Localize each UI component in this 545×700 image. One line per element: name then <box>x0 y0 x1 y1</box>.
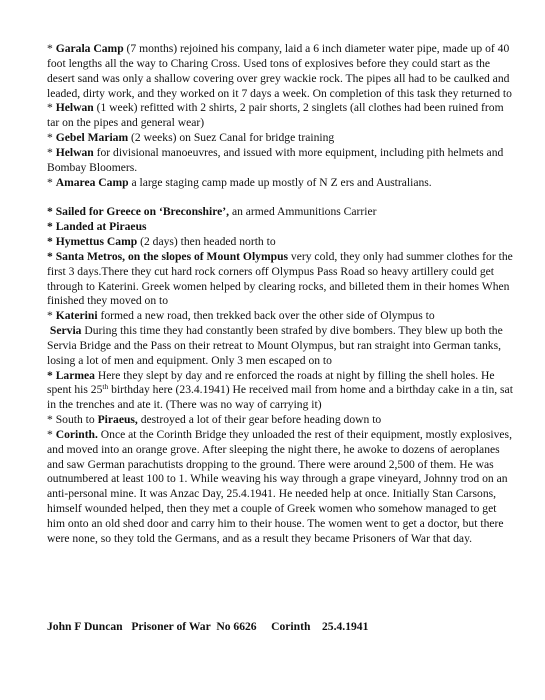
entry-text: (1 week) refitted with 2 shirts, 2 pair shorts, 2 singlets (all clothes had been ruined from tar on the pipes and general wear) <box>47 101 504 130</box>
entry-helwan-refit: * Helwan (1 week) refitted with 2 shirts, 2 pair shorts, 2 singlets (all clothes had been ruined from tar on the pipes and general wear) <box>47 101 504 130</box>
entry-text: (2 weeks) on Suez Canal for bridge training <box>128 131 335 145</box>
entry-place: Servia <box>49 324 82 338</box>
entry-place: Larmea <box>55 368 95 382</box>
entry-amarea-camp: * Amarea Camp a large staging camp made up mostly of N Z ers and Australians. <box>47 175 432 189</box>
entry-text: (2 days) then headed north to <box>137 234 276 248</box>
signature-status: Prisoner of War <box>131 620 211 633</box>
entry-text: very cold, they only had summer clothes for the first 3 days.There they cut hard rock corners off Olympus Pass Road so heavy artillery could get through to Katerini. Greek women helped by clearing rocks, and billeted them in their homes When finished they moved on to <box>47 249 513 308</box>
paragraph-gap <box>47 190 517 205</box>
entry-katerini: * Katerini formed a new road, then trekked back over the other side of Olympus to <box>47 309 435 323</box>
entry-garala-camp: * Garala Camp (7 months) rejoined his company, laid a 6 inch diameter water pipe, made up of 40 foot lengths all the way to Charing Cross. Used tons of explosives before they could start as the desert sand was only a shallow covering over grey wackie rock. The pipes all had to be caulked and leaded, dirty work, and they worked on it 7 days a week. On completion of this task they returned to <box>47 42 512 100</box>
entry-gebel-mariam: * Gebel Mariam (2 weeks) on Suez Canal for bridge training <box>47 131 335 145</box>
entry-text: a large staging camp made up mostly of N Z ers and Australians. <box>128 175 432 189</box>
entry-place: Hymettus Camp <box>55 234 138 248</box>
entry-text: birthday here (23.4.1941) He received mail from home and a birthday cake in a tin, sat in the trenches and ate it. (There was no way of carrying it) <box>47 383 513 412</box>
entry-sailed-greece: * Sailed for Greece on ‘Breconshire’, an armed Ammunitions Carrier <box>47 205 377 219</box>
entry-text: destroyed a lot of their gear before heading down to <box>137 413 382 427</box>
entry-place: Garala Camp <box>55 42 124 55</box>
signature-date: 25.4.1941 <box>322 620 369 633</box>
entry-larmea: * Larmea Here they slept by day and re enforced the roads at night by filling the shell holes. He spent his 25th birthday here (23.4.1941) He received mail from home and a birthday cake in a tin, sat in the trenches and ate it. (There was no way of carrying it) <box>47 368 513 412</box>
entry-text: for divisional manoeuvres, and issued with more equipment, including pith helmets and Bombay Bloomers. <box>47 145 504 174</box>
entry-hymettus-camp: * Hymettus Camp (2 days) then headed north to <box>47 234 276 248</box>
entry-prefix: South to <box>55 413 98 427</box>
entry-place: Amarea Camp <box>55 175 129 189</box>
ordinal-suffix: th <box>102 382 109 392</box>
entry-place: Sailed for Greece on ‘Breconshire’, <box>55 205 230 219</box>
signature-place: Corinth <box>271 620 311 633</box>
entry-text: Once at the Corinth Bridge they unloaded the rest of their equipment, mostly explosives, and moved into an orange grove. After sleeping the night there, he awoke to dozens of aeroplanes and saw German parachutists dropping to the ground. There were around 2,500 of them. He was outnumbered at least 100 to 1. While weaving his way through a grape vineyard, Johnny trod on an anti-personal mine. It was Anzac Day, 25.4.1941. He needed help at once. Initially Stan Carsons, himself wounded helped, then they met a couple of Greek women who somehow managed to get him onto an old shed door and carry him to their house. The women went to get a doctor, but there were none, so they told the Germans, and as a result they became Prisoners of War that day. <box>47 427 512 545</box>
document-body <box>47 42 517 547</box>
entry-santa-metros: * Santa Metros, on the slopes of Mount Olympus very cold, they only had summer clothes for the first 3 days.There they cut hard rock corners off Olympus Pass Road so heavy artillery could get through to Katerini. Greek women helped by clearing rocks, and billeted them in their homes When finished they moved on to <box>47 249 513 308</box>
signature-name: John F Duncan <box>47 620 123 633</box>
signature-line <box>47 620 368 633</box>
entry-place: Corinth. <box>55 427 98 441</box>
entry-place: Gebel Mariam <box>55 131 129 145</box>
entry-helwan-manoeuvres: * Helwan for divisional manoeuvres, and issued with more equipment, including pith helmets and Bombay Bloomers. <box>47 145 504 174</box>
entry-place: Katerini <box>55 309 98 323</box>
entry-place: Helwan <box>55 145 94 159</box>
entry-text: (7 months) rejoined his company, laid a 6 inch diameter water pipe, made up of 40 foot lengths all the way to Charing Cross. Used tons of explosives before they could start as the desert sand was only a shallow covering over grey wackie rock. The pipes all had to be caulked and leaded, dirty work, and they worked on it 7 days a week. On completion of this task they returned to <box>47 42 512 100</box>
entry-servia <box>47 324 517 369</box>
entry-text: Here they slept by day and re enforced the roads at night by filling the shell holes. He spent his 25 <box>47 368 495 397</box>
entry-text: an armed Ammunitions Carrier <box>229 205 377 219</box>
entry-place: Santa Metros, on the slopes of Mount Olympus <box>55 249 289 263</box>
entry-text: During this time they had constantly been strafed by dive bombers. They blew up both the Servia Bridge and the Pass on their retreat to Mount Olympus, but ran straight into German tanks, losing a lot of men and equipment. Only 3 men escaped on to <box>47 324 503 367</box>
entry-place: Piraeus, <box>97 413 138 427</box>
entry-place: Landed at Piraeus <box>55 220 147 234</box>
signature-number: No 6626 <box>216 620 257 633</box>
entry-landed-piraeus: * Landed at Piraeus <box>47 220 147 234</box>
entry-place: Helwan <box>55 101 94 115</box>
entry-piraeus-south: * South to Piraeus, destroyed a lot of their gear before heading down to <box>47 413 382 427</box>
entry-text: formed a new road, then trekked back over the other side of Olympus to <box>97 309 435 323</box>
entry-corinth: * Corinth. Once at the Corinth Bridge they unloaded the rest of their equipment, mostly explosives, and moved into an orange grove. After sleeping the night there, he awoke to dozens of aeroplanes and saw German parachutists dropping to the ground. There were around 2,500 of them. He was outnumbered at least 100 to 1. While weaving his way through a grape vineyard, Johnny trod on an anti-personal mine. It was Anzac Day, 25.4.1941. He needed help at once. Initially Stan Carsons, himself wounded helped, then they met a couple of Greek women who somehow managed to get him onto an old shed door and carry him to their house. The women went to get a doctor, but there were none, so they told the Germans, and as a result they became Prisoners of War that day. <box>47 427 512 545</box>
